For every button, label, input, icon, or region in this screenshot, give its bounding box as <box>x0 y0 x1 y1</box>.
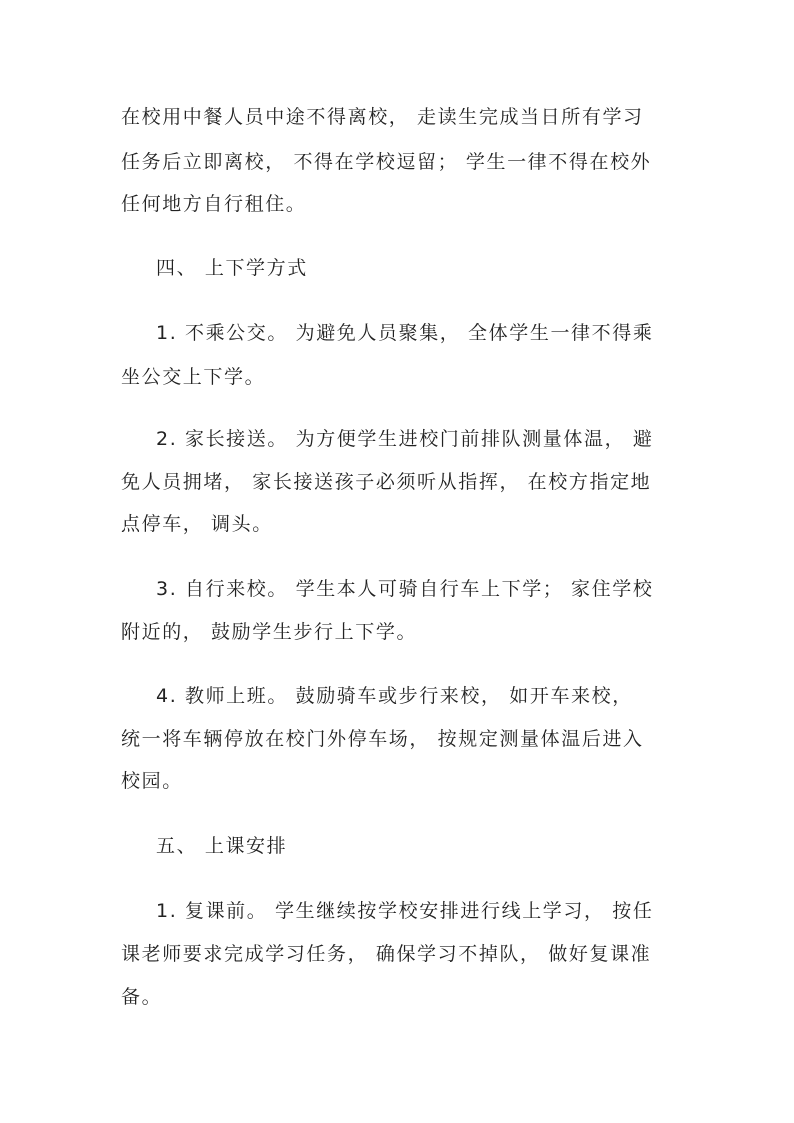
text-line: 任何地方自行租住。 <box>121 193 307 215</box>
text-line: 备。 <box>121 986 163 1008</box>
section-heading: 四、 上下学方式 <box>156 257 308 279</box>
text-line: 4. 教师上班。 鼓励骑车或步行来校， 如开车来校， <box>156 685 633 707</box>
section-heading: 五、 上课安排 <box>156 835 288 857</box>
text-line: 任务后立即离校， 不得在学校逗留； 学生一律不得在校外 <box>121 151 652 173</box>
text-line: 1. 复课前。 学生继续按学校安排进行线上学习， 按任 <box>156 900 654 922</box>
text-line: 坐公交上下学。 <box>121 366 266 388</box>
text-line: 2. 家长接送。 为方便学生进校门前排队测量体温， 避 <box>156 428 654 450</box>
text-line: 免人员拥堵， 家长接送孩子必须听从指挥， 在校方指定地 <box>121 471 652 493</box>
text-line: 校园。 <box>121 770 183 792</box>
text-line: 在校用中餐人员中途不得离校， 走读生完成当日所有学习 <box>121 106 644 128</box>
text-line: 3. 自行来校。 学生本人可骑自行车上下学； 家住学校 <box>156 578 654 600</box>
text-line: 1. 不乘公交。 为避免人员聚集， 全体学生一律不得乘 <box>156 322 654 344</box>
text-line: 课老师要求完成学习任务， 确保学习不掉队， 做好复课准 <box>121 943 652 965</box>
text-line: 点停车， 调头。 <box>121 513 273 535</box>
text-line: 附近的， 鼓励学生步行上下学。 <box>121 621 418 643</box>
text-line: 统一将车辆停放在校门外停车场， 按规定测量体温后进入 <box>121 728 644 750</box>
